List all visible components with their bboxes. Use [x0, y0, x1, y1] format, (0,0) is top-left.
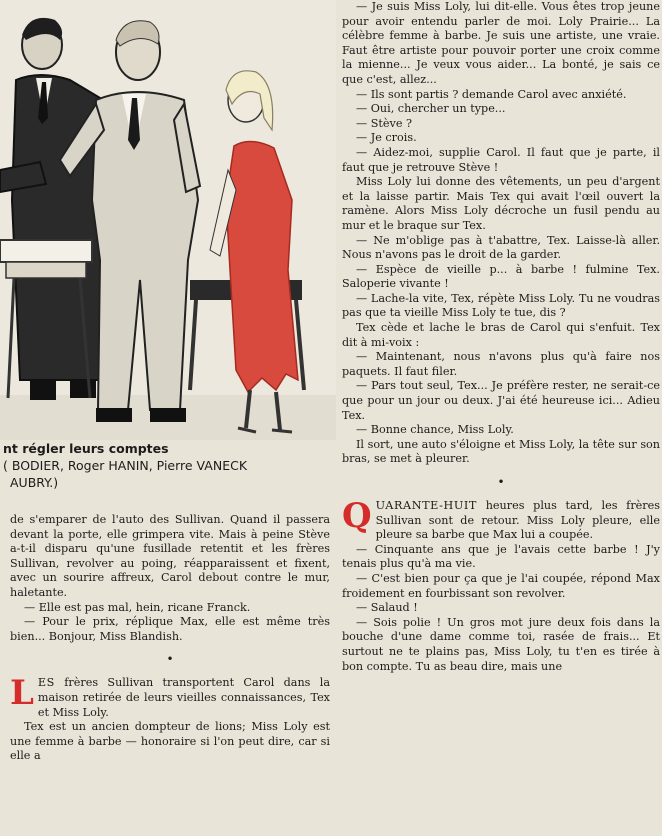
paragraph: — Salaud !	[356, 601, 418, 615]
paragraph: Tex cède et lache le bras de Carol qui s'enfuit. Tex dit à mi-voix :	[342, 321, 660, 349]
paragraph: — Aidez-moi, supplie Carol. Il faut que je parte, il faut que je retrouve Stève !	[342, 145, 660, 174]
article-column-right	[342, 0, 660, 836]
paragraph: — Stève ?	[356, 116, 413, 130]
dropcap-letter: L	[10, 673, 34, 714]
dropcap-word-rest: UARANTE-HUIT	[375, 499, 477, 512]
paragraph: — Espèce de vieille p... à barbe ! fulmine Tex. Saloperie vivante !	[342, 262, 660, 291]
paragraph: — C'est bien pour ça que je l'ai coupée, répond Max froidement en fourbissant son revolver.	[342, 571, 660, 600]
paragraph: — Bonne chance, Miss Loly.	[356, 423, 514, 437]
caption-title: nt régler leurs comptes	[3, 441, 169, 456]
paragraph: — Pars tout seul, Tex... Je préfère rester, ne serait-ce que pour un jour ou deux. J'ai été heureuse ici... Adieu Tex.	[342, 379, 660, 422]
dropcap-letter: Q	[342, 496, 372, 536]
dropcap-paragraph-text: heures plus tard, les frères Sullivan sont de retour. Miss Loly pleure, elle pleure sa barbe que Max lui a coupée.	[375, 499, 660, 542]
dropcap-paragraph	[342, 496, 660, 543]
paragraph: — Lache-la vite, Tex, répète Miss Loly. Tu ne voudras pas que ta vieille Miss Loly te tue, dis ?	[342, 291, 660, 320]
paragraph: — Elle est pas mal, hein, ricane Franck.	[24, 600, 251, 614]
section-separator: •	[166, 652, 174, 667]
paragraph: Il sort, une auto s'éloigne et Miss Loly, la tête sur son bras, se met à pleurer.	[342, 437, 660, 466]
paragraph: — Cinquante ans que je l'avais cette barbe ! J'y tenais plus qu'à ma vie.	[342, 542, 660, 571]
dropcap-paragraph	[10, 673, 330, 720]
paragraph: — Oui, chercher un type...	[356, 102, 506, 116]
paragraph: Tex est un ancien dompteur de lions; Miss Loly est une femme à barbe — honoraire si l'on peut dire, car si elle a	[10, 720, 330, 763]
paragraph: — Ils sont partis ? demande Carol avec anxiété.	[356, 87, 627, 101]
illustration-drawing	[0, 0, 336, 440]
paragraph: — Je suis Miss Loly, lui dit-elle. Vous êtes trop jeune pour avoir entendu parler de moi. Loly Prairie... La célèbre femme à barbe. Je suis une artiste, une vraie. Faut être artiste pour pouvoir porter une croix comme la mienne... Je veux vous aider... La bonté, je sais ce que c'est, allez...	[342, 0, 660, 86]
paragraph: Miss Loly lui donne des vêtements, un peu d'argent et la laisse partir. Mais Tex qui avait l'œil ouvert la ramène. Alors Miss Loly décroche un fusil pendu au mur et le braque sur Tex.	[342, 175, 660, 232]
caption-cast-names-cont: AUBRY.)	[10, 475, 59, 490]
paragraph: — Maintenant, nous n'avons plus qu'à faire nos paquets. Il faut filer.	[342, 350, 660, 378]
paragraph: — Ne m'oblige pas à t'abattre, Tex. Laisse-là aller. Nous n'avons pas le droit de la garder.	[342, 233, 660, 262]
paragraph: — Je crois.	[356, 131, 417, 145]
caption-cast-names: ( BODIER, Roger HANIN, Pierre VANECK	[3, 458, 248, 473]
cartoon-illustration	[0, 0, 336, 440]
article-column-left	[10, 513, 330, 836]
paragraph: — Pour le prix, réplique Max, elle est même très bien... Bonjour, Miss Blandish.	[10, 615, 330, 643]
dropcap-word-rest: ES	[37, 676, 55, 690]
dropcap-paragraph-text: frères Sullivan transportent Carol dans la maison retirée de leurs vieilles connaissances, Tex et Miss Loly.	[37, 676, 330, 719]
illustration-caption	[0, 440, 336, 491]
paragraph: de s'emparer de l'auto des Sullivan. Quand il passera devant la porte, elle grimpera vite. Mais à peine Stève a-t-il disparu qu'une fusillade retentit et les frères Sullivan, revolver au poing, réapparaissent et fixent, avec un sourire affreux, Carol debout contre le mur, haletante.	[10, 513, 330, 599]
paragraph: — Sois polie ! Un gros mot jure deux fois dans la bouche d'une dame comme toi, rasée de frais... Et surtout ne te plains pas, Miss Loly, tu t'en es tirée à bon compte. Tu as beau dire, mais une	[342, 615, 660, 673]
section-separator: •	[497, 475, 505, 489]
